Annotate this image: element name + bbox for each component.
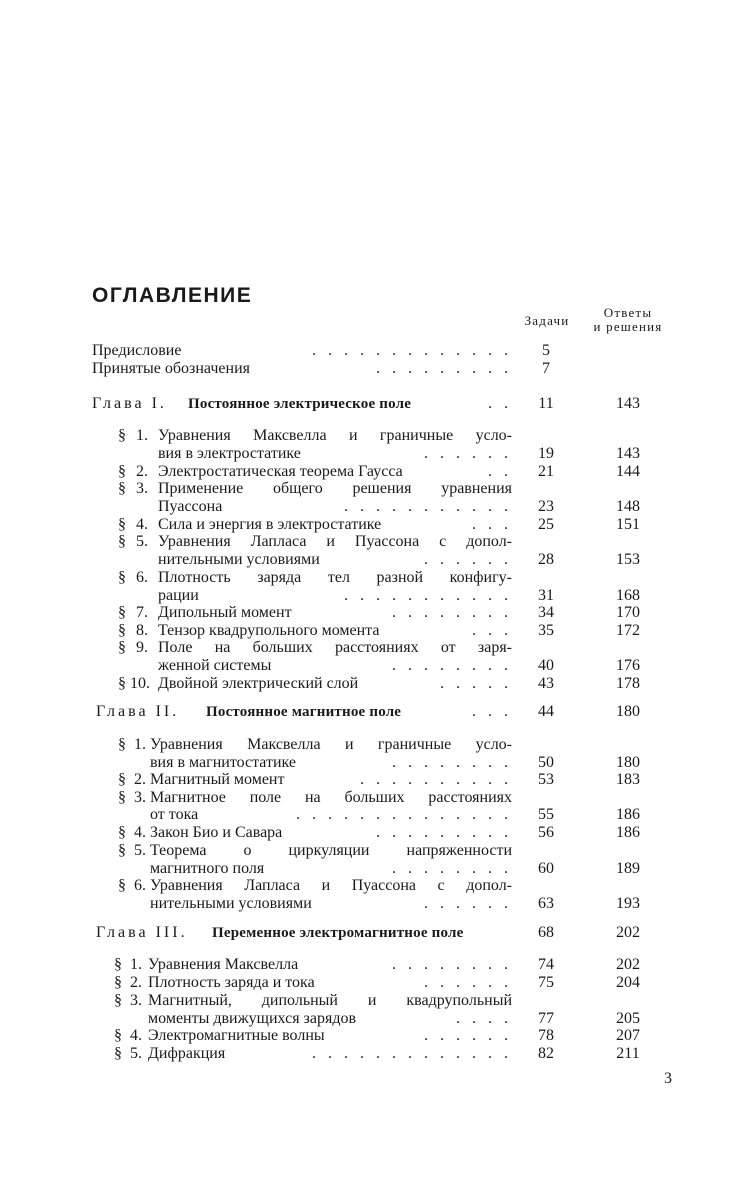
leader-dots: . . . . . . [424, 551, 512, 568]
chapter-heading [0, 395, 756, 413]
section-number: 1. [130, 956, 142, 973]
section-entry-line [0, 771, 756, 789]
section-number: 2. [130, 974, 142, 991]
section-entry-line [0, 551, 756, 569]
column-header-answers-line2: и решения [593, 319, 663, 334]
section-title: Электростатическая теорема Гаусса [158, 463, 403, 480]
section-number: 4. [130, 1027, 142, 1044]
chapter-heading [0, 924, 756, 942]
section-entry-line [0, 806, 756, 824]
section-number: 6. [134, 877, 146, 894]
leader-dots: . . . . . . [424, 445, 512, 462]
leader-dots: . . [488, 395, 512, 412]
section-title: женной системы [158, 657, 272, 674]
answers-page-number: 211 [616, 1045, 640, 1062]
section-entry-line [0, 622, 756, 640]
leader-dots: . . . . . . . . [392, 860, 512, 877]
section-entry-line [0, 736, 756, 754]
leader-dots: . . . . . . . . [392, 657, 512, 674]
tasks-page-number: 55 [538, 806, 554, 823]
toc-entry-front [0, 342, 756, 360]
section-entry-line [0, 877, 756, 895]
answers-page-number: 202 [616, 924, 640, 941]
answers-page-number: 148 [616, 498, 640, 515]
section-number: 7. [136, 604, 148, 621]
section-number: 3. [130, 992, 142, 1009]
section-number: 1. [134, 736, 146, 753]
section-sign: § [118, 604, 126, 621]
column-header-tasks: Задачи [524, 313, 570, 328]
leader-dots: . . . . . . . . . . . [344, 587, 512, 604]
section-sign: § [118, 463, 126, 480]
tasks-page-number: 43 [538, 675, 554, 692]
leader-dots: . . . . . . . . . [376, 824, 512, 841]
section-title: Теорема о циркуляции напряженности [150, 842, 512, 859]
section-title: магнитного поля [150, 860, 265, 877]
section-title: Двойной электрический слой [158, 675, 359, 692]
section-entry-line [0, 895, 756, 913]
leader-dots: . . . . . . [424, 895, 512, 912]
tasks-page-number: 50 [538, 754, 554, 771]
section-entry-line [0, 587, 756, 605]
leader-dots: . . . . [456, 1010, 512, 1027]
section-sign: § [118, 771, 126, 788]
answers-page-number: 180 [616, 754, 640, 771]
section-entry-line [0, 1010, 756, 1028]
section-title: Плотность заряда и тока [148, 974, 315, 991]
tasks-page-number: 7 [542, 360, 550, 377]
section-title: нительными условиями [158, 551, 320, 568]
chapter-label: Глава III. [96, 924, 188, 941]
section-sign: § [118, 789, 126, 806]
tasks-page-number: 60 [538, 860, 554, 877]
section-number: 5. [134, 842, 146, 859]
tasks-page-number: 78 [538, 1027, 554, 1044]
section-title: Уравнения Максвелла и граничные усло- [150, 736, 512, 753]
leader-dots: . . . [472, 703, 512, 720]
section-sign: § [118, 480, 126, 497]
section-entry-line [0, 445, 756, 463]
toc-entry-front [0, 360, 756, 378]
chapter-label: Глава I. [92, 395, 167, 412]
section-title: вия в электростатике [158, 445, 301, 462]
answers-page-number: 180 [616, 703, 640, 720]
section-title: Сила и энергия в электростатике [158, 516, 382, 533]
tasks-page-number: 25 [538, 516, 554, 533]
entry-label: Принятые обозначения [92, 360, 250, 377]
tasks-page-number: 74 [538, 956, 554, 973]
leader-dots: . . . . . . . . . . . . . [312, 1045, 512, 1062]
section-entry-line [0, 754, 756, 772]
section-entry-line [0, 992, 756, 1010]
answers-page-number: 176 [616, 657, 640, 674]
tasks-page-number: 68 [538, 924, 554, 941]
section-number: 5. [130, 1045, 142, 1062]
section-title: Магнитный, дипольный и квадрупольный [148, 992, 512, 1009]
answers-page-number: 202 [616, 956, 640, 973]
tasks-page-number: 44 [538, 703, 554, 720]
tasks-page-number: 11 [538, 395, 554, 412]
section-entry-line [0, 639, 756, 657]
section-number: 4. [136, 516, 148, 533]
answers-page-number: 186 [616, 806, 640, 823]
section-number: 5. [136, 533, 148, 550]
tasks-page-number: 5 [542, 342, 550, 359]
section-sign: § [118, 736, 126, 753]
section-sign: § [114, 956, 122, 973]
section-title: Уравнения Лапласа и Пуассона с допол- [158, 533, 512, 550]
section-sign: § [114, 974, 122, 991]
leader-dots: . . . . . . . . . . . . . [312, 342, 512, 359]
tasks-page-number: 77 [538, 1010, 554, 1027]
section-number: 9. [136, 639, 148, 656]
answers-page-number: 170 [616, 604, 640, 621]
section-sign: § [118, 427, 126, 444]
answers-page-number: 178 [616, 675, 640, 692]
section-title: Пуассона [158, 498, 223, 515]
leader-dots: . . . . . . . . . . . [344, 498, 512, 515]
tasks-page-number: 40 [538, 657, 554, 674]
leader-dots: . . . . . . . . [392, 754, 512, 771]
section-title: нительными условиями [150, 895, 312, 912]
section-title: Применение общего решения уравнения [158, 480, 512, 497]
chapter-label: Глава II. [96, 703, 180, 720]
section-title: Уравнения Максвелла и граничные усло- [158, 427, 512, 444]
section-entry-line [0, 974, 756, 992]
section-entry-line [0, 498, 756, 516]
section-entry-line [0, 569, 756, 587]
section-title: Дифракция [148, 1045, 226, 1062]
answers-page-number: 189 [616, 860, 640, 877]
tasks-page-number: 21 [538, 463, 554, 480]
section-number: 4. [134, 824, 146, 841]
leader-dots: . . . [472, 622, 512, 639]
tasks-page-number: 82 [538, 1045, 554, 1062]
tasks-page-number: 75 [538, 974, 554, 991]
section-entry-line [0, 860, 756, 878]
section-entry-line [0, 1027, 756, 1045]
section-entry-line [0, 675, 756, 693]
section-entry-line [0, 427, 756, 445]
leader-dots: . . . . . . [424, 974, 512, 991]
leader-dots: . . [488, 463, 512, 480]
section-title: Магнитное поле на больших расстояниях [150, 789, 512, 806]
section-entry-line [0, 789, 756, 807]
section-title: Дипольный момент [158, 604, 292, 621]
section-title: Закон Био и Савара [150, 824, 283, 841]
column-header-answers-line1: Ответы [603, 305, 653, 320]
chapter-title: Постоянное магнитное поле [206, 704, 402, 720]
section-entry-line [0, 516, 756, 534]
leader-dots: . . . . . . . . [392, 604, 512, 621]
section-entry-line [0, 480, 756, 498]
section-sign: § [114, 1045, 122, 1062]
leader-dots: . . . . . . . . . . . . . . [296, 806, 512, 823]
answers-page-number: 143 [616, 395, 640, 412]
tasks-page-number: 53 [538, 771, 554, 788]
section-number: 8. [136, 622, 148, 639]
section-entry-line [0, 842, 756, 860]
section-title: Плотность заряда тел разной конфигу- [158, 569, 512, 586]
answers-page-number: 186 [616, 824, 640, 841]
answers-page-number: 144 [616, 463, 640, 480]
section-number: 10. [130, 675, 150, 692]
page-title: ОГЛАВЛЕНИЕ [92, 284, 253, 307]
section-entry-line [0, 533, 756, 551]
tasks-page-number: 31 [538, 587, 554, 604]
tasks-page-number: 28 [538, 551, 554, 568]
chapter-title: Постоянное электрическое поле [188, 396, 412, 412]
section-title: Поле на больших расстояниях от заря- [158, 639, 512, 656]
section-sign: § [118, 622, 126, 639]
leader-dots: . . . . . . [424, 1027, 512, 1044]
tasks-page-number: 63 [538, 895, 554, 912]
section-entry-line [0, 956, 756, 974]
section-sign: § [118, 824, 126, 841]
section-sign: § [114, 1027, 122, 1044]
section-number: 2. [134, 771, 146, 788]
section-title: Электромагнитные волны [148, 1027, 325, 1044]
answers-page-number: 151 [616, 516, 640, 533]
column-header-answers [582, 306, 674, 334]
section-title: Уравнения Лапласа и Пуассона с допол- [150, 877, 512, 894]
section-sign: § [118, 675, 126, 692]
section-sign: § [118, 533, 126, 550]
section-entry-line [0, 1045, 756, 1063]
section-sign: § [118, 639, 126, 656]
leader-dots: . . . . . . . . . [376, 360, 512, 377]
section-number: 1. [136, 427, 148, 444]
section-number: 2. [136, 463, 148, 480]
page-number: 3 [664, 1070, 672, 1087]
section-entry-line [0, 657, 756, 675]
section-sign: § [114, 992, 122, 1009]
answers-page-number: 143 [616, 445, 640, 462]
section-sign: § [118, 842, 126, 859]
section-entry-line [0, 824, 756, 842]
chapter-heading [0, 703, 756, 721]
section-title: рации [158, 587, 199, 604]
leader-dots: . . . . . . . . . . [360, 771, 512, 788]
tasks-page-number: 34 [538, 604, 554, 621]
answers-page-number: 172 [616, 622, 640, 639]
section-title: Уравнения Максвелла [148, 956, 299, 973]
section-entry-line [0, 463, 756, 481]
answers-page-number: 193 [616, 895, 640, 912]
section-title: моменты движущихся зарядов [148, 1010, 357, 1027]
chapter-title: Переменное электромагнитное поле [212, 925, 464, 941]
answers-page-number: 168 [616, 587, 640, 604]
tasks-page-number: 35 [538, 622, 554, 639]
section-entry-line [0, 604, 756, 622]
tasks-page-number: 23 [538, 498, 554, 515]
section-sign: § [118, 877, 126, 894]
answers-page-number: 204 [616, 974, 640, 991]
section-title: от тока [150, 806, 199, 823]
tasks-page-number: 19 [538, 445, 554, 462]
section-sign: § [118, 516, 126, 533]
answers-page-number: 207 [616, 1027, 640, 1044]
leader-dots: . . . . . . . . [392, 956, 512, 973]
section-sign: § [118, 569, 126, 586]
answers-page-number: 153 [616, 551, 640, 568]
tasks-page-number: 56 [538, 824, 554, 841]
answers-page-number: 183 [616, 771, 640, 788]
answers-page-number: 205 [616, 1010, 640, 1027]
section-number: 3. [136, 480, 148, 497]
entry-label: Предисловие [92, 342, 182, 359]
section-title: Магнитный момент [150, 771, 285, 788]
section-number: 6. [136, 569, 148, 586]
section-title: Тензор квадрупольного момента [158, 622, 380, 639]
leader-dots: . . . . . [440, 675, 512, 692]
section-title: вия в магнитостатике [150, 754, 297, 771]
leader-dots: . . . [472, 516, 512, 533]
section-number: 3. [134, 789, 146, 806]
